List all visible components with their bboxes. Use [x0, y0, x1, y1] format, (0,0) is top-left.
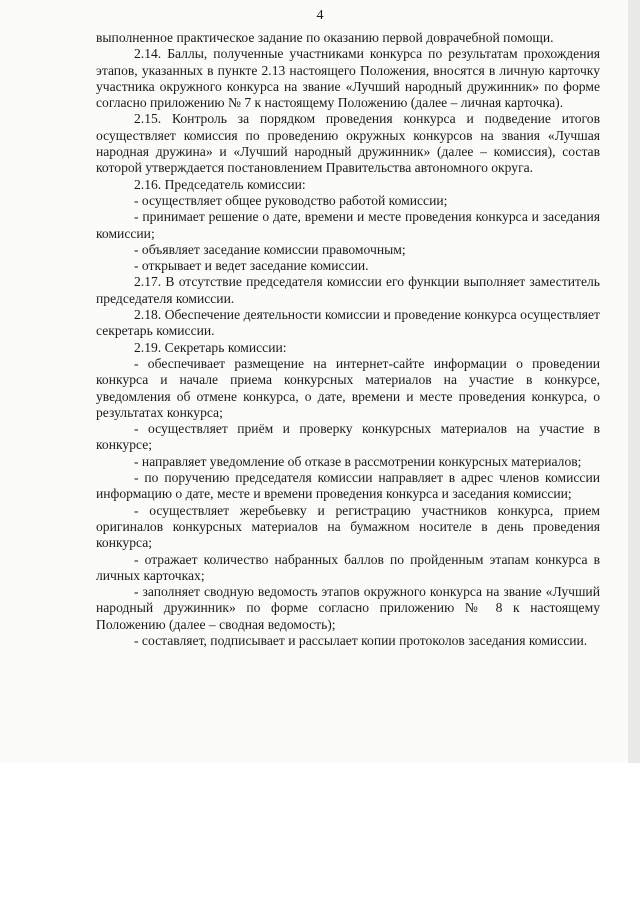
scan-edge-shadow	[628, 0, 640, 763]
blank-area	[0, 763, 640, 905]
paragraph-continuation: выполненное практическое задание по оказанию первой доврачебной помощи.	[96, 30, 554, 45]
list-item: - составляет, подписывает и рассылает копии протоколов заседания комиссии.	[134, 632, 588, 648]
list-item: - направляет уведомление об отказе в рассмотрении конкурсных материалов;	[134, 453, 582, 469]
document-body	[96, 30, 600, 649]
list-item: - осуществляет общее руководство работой комиссии;	[134, 192, 448, 208]
list-item: - принимает решение о дате, времени и месте проведения конкурса и заседания комиссии;	[96, 209, 600, 241]
list-item: - обеспечивает размещение на интернет-сайте информации о проведении конкурса и начале приема конкурсных материалов на участие в конкурсе, уведомления об отмене конкурса, о дате, времени и месте проведения конкурса, о результатах конкурса;	[96, 355, 600, 420]
paragraph-2-17: 2.17. В отсутствие председателя комиссии его функции выполняет заместитель председателя комиссии.	[96, 274, 600, 306]
paragraph-2-19: 2.19. Секретарь комиссии:	[134, 339, 287, 355]
list-item: - осуществляет приём и проверку конкурсных материалов на участие в конкурсе;	[96, 421, 600, 453]
list-item: - осуществляет жеребьевку и регистрацию участников конкурса, прием оригиналов конкурсных материалов на бумажном носителе в день проведения конкурса;	[96, 502, 600, 551]
list-item: - открывает и ведет заседание комиссии.	[134, 258, 369, 274]
paragraph-2-14: 2.14. Баллы, полученные участниками конкурса по результатам прохождения этапов, указанных в пункте 2.13 настоящего Положения, вносятся в личную карточку участника окружного конкурса на звание «Лучший народный дружинник» по форме согласно приложению № 7 к настоящему Положению (далее – личная карточка).	[96, 46, 600, 111]
list-item: - заполняет сводную ведомость этапов окружного конкурса на звание «Лучший народный дружинник» по форме согласно приложению № 8 к настоящему Положению (далее – сводная ведомость);	[96, 584, 600, 632]
list-item: - по поручению председателя комиссии направляет в адрес членов комиссии информацию о дате, месте и времени проведения конкурса и заседания комиссии;	[96, 470, 600, 502]
paragraph-2-16: 2.16. Председатель комиссии:	[134, 176, 306, 192]
list-item: - отражает количество набранных баллов по пройденным этапам конкурса в личных карточках;	[96, 551, 600, 583]
paragraph-2-15: 2.15. Контроль за порядком проведения конкурса и подведение итогов осуществляет комиссия по проведению окружных конкурсов на звания «Лучшая народная дружина» и «Лучший народный дружинник» (далее – комиссия), состав которой утверждается постановлением Правительства автономного округа.	[96, 111, 600, 176]
page-number: 4	[316, 8, 324, 23]
paragraph-2-18: 2.18. Обеспечение деятельности комиссии и проведение конкурса осуществляет секретарь комиссии.	[96, 307, 600, 339]
list-item: - объявляет заседание комиссии правомочным;	[134, 241, 406, 257]
